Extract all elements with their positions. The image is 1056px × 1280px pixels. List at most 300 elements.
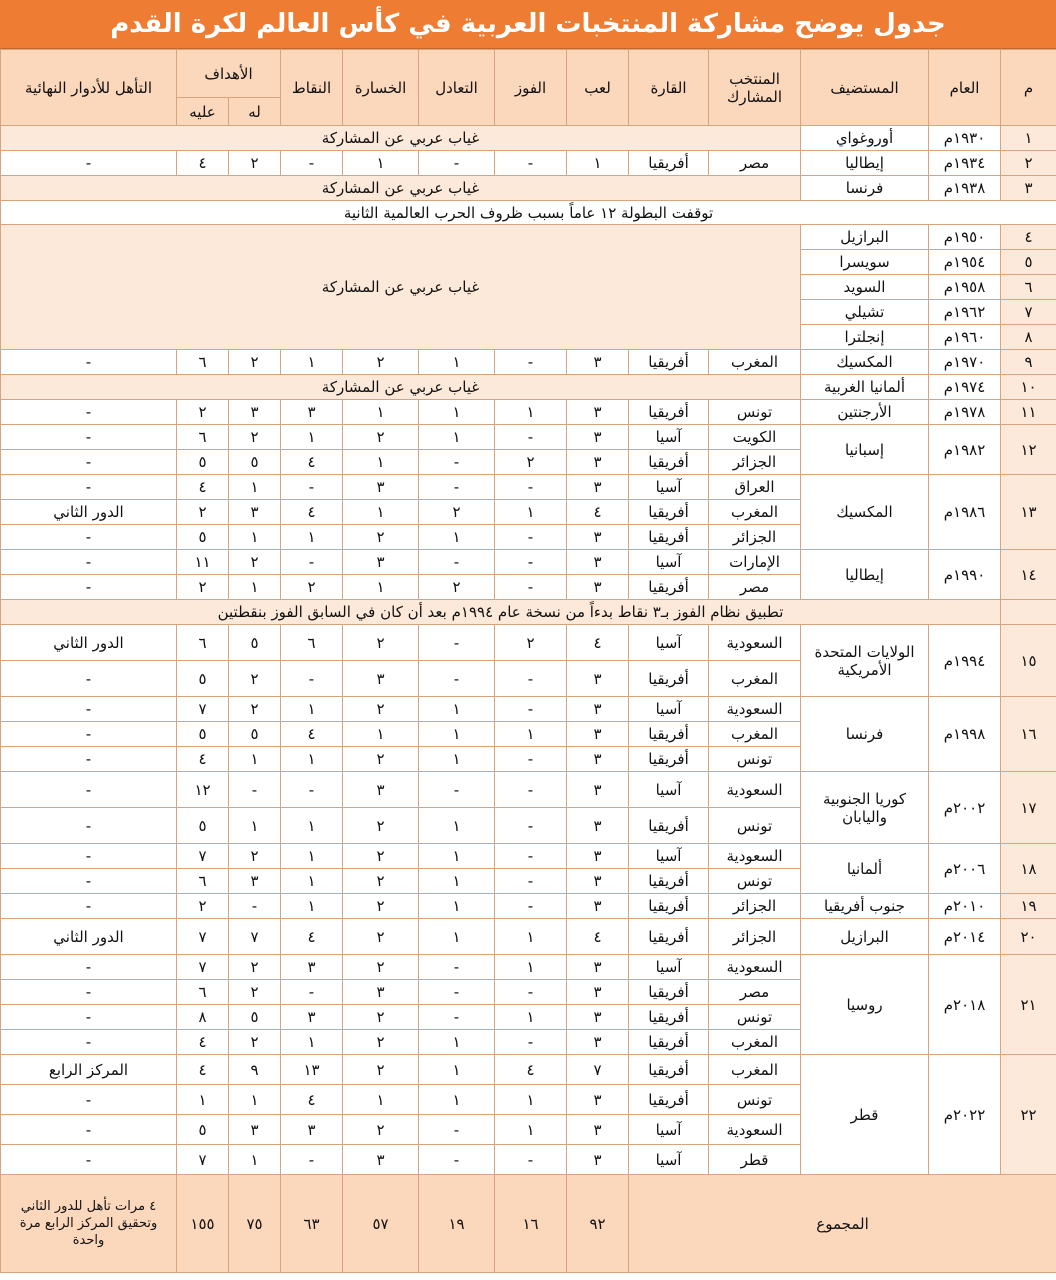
team-name: السعودية: [709, 844, 801, 869]
table-row: [1, 772, 1056, 808]
team-name: تونس: [709, 1005, 801, 1030]
team-lost: ٢: [343, 350, 419, 375]
team-played: ٣: [567, 722, 629, 747]
table-row: [1, 919, 1056, 955]
team-goals-for: ٣: [229, 500, 281, 525]
edition-year: ١٩٦٢م: [929, 300, 1001, 325]
edition-host: جنوب أفريقيا: [801, 894, 929, 919]
team-goals-against: ٥: [177, 1115, 229, 1145]
edition-number: ٦: [1001, 275, 1056, 300]
team-won: -: [495, 575, 567, 600]
team-qualified: المركز الرابع: [1, 1055, 177, 1085]
team-qualified: -: [1, 450, 177, 475]
edition-year: ١٩٣٤م: [929, 151, 1001, 176]
team-points: ٤: [281, 450, 343, 475]
team-lost: ٣: [343, 661, 419, 697]
team-qualified: -: [1, 697, 177, 722]
team-drawn: -: [419, 1145, 495, 1175]
team-lost: ٢: [343, 869, 419, 894]
team-lost: ٢: [343, 1115, 419, 1145]
team-qualified: -: [1, 894, 177, 919]
team-name: قطر: [709, 1145, 801, 1175]
team-continent: أفريقيا: [629, 1030, 709, 1055]
team-points: ٤: [281, 722, 343, 747]
edition-host: فرنسا: [801, 697, 929, 772]
team-drawn: ١: [419, 894, 495, 919]
team-continent: آسيا: [629, 1145, 709, 1175]
team-drawn: -: [419, 980, 495, 1005]
team-qualified: -: [1, 955, 177, 980]
edition-host: سويسرا: [801, 250, 929, 275]
team-drawn: -: [419, 955, 495, 980]
team-points: ١: [281, 425, 343, 450]
team-qualified: -: [1, 1145, 177, 1175]
team-continent: أفريقيا: [629, 450, 709, 475]
team-won: -: [495, 747, 567, 772]
team-played: ٣: [567, 450, 629, 475]
header-goals: الأهداف: [177, 50, 281, 98]
team-points: ١: [281, 894, 343, 919]
team-goals-against: ٤: [177, 475, 229, 500]
team-name: تونس: [709, 869, 801, 894]
team-goals-for: ١: [229, 575, 281, 600]
header-played: لعب: [567, 50, 629, 126]
team-drawn: ١: [419, 844, 495, 869]
team-name: السعودية: [709, 697, 801, 722]
header-year: العام: [929, 50, 1001, 126]
team-continent: أفريقيا: [629, 919, 709, 955]
edition-year: ١٩٨٢م: [929, 425, 1001, 475]
team-played: ٤: [567, 919, 629, 955]
team-goals-against: ٨: [177, 1005, 229, 1030]
team-name: المغرب: [709, 1030, 801, 1055]
team-won: -: [495, 980, 567, 1005]
totals-label: المجموع: [629, 1175, 1056, 1273]
team-won: ١: [495, 1115, 567, 1145]
team-continent: أفريقيا: [629, 1055, 709, 1085]
team-goals-against: ٦: [177, 869, 229, 894]
team-drawn: ١: [419, 919, 495, 955]
edition-number: ٥: [1001, 250, 1056, 275]
team-name: المغرب: [709, 661, 801, 697]
team-continent: أفريقيا: [629, 808, 709, 844]
header-continent: القارة: [629, 50, 709, 126]
table-row: [1, 350, 1056, 375]
team-goals-for: -: [229, 772, 281, 808]
edition-host: الولايات المتحدة الأمريكية: [801, 625, 929, 697]
team-continent: أفريقيا: [629, 575, 709, 600]
team-lost: ١: [343, 500, 419, 525]
absence-note: غياب عربي عن المشاركة: [1, 225, 801, 350]
team-goals-against: ٤: [177, 151, 229, 176]
team-goals-for: ٢: [229, 151, 281, 176]
team-continent: أفريقيا: [629, 747, 709, 772]
team-won: -: [495, 525, 567, 550]
team-played: ٣: [567, 869, 629, 894]
team-continent: آسيا: [629, 425, 709, 450]
team-name: السعودية: [709, 772, 801, 808]
team-drawn: -: [419, 450, 495, 475]
table-row: [1, 697, 1056, 722]
team-goals-against: ١١: [177, 550, 229, 575]
team-name: العراق: [709, 475, 801, 500]
edition-year: ١٩٣٨م: [929, 176, 1001, 201]
team-goals-against: ٧: [177, 955, 229, 980]
edition-number: ١٨: [1001, 844, 1056, 894]
edition-host: إيطاليا: [801, 550, 929, 600]
team-points: -: [281, 661, 343, 697]
edition-host: إسبانيا: [801, 425, 929, 475]
edition-host: البرازيل: [801, 225, 929, 250]
edition-host: فرنسا: [801, 176, 929, 201]
table-row: [1, 425, 1056, 450]
team-qualified: -: [1, 1030, 177, 1055]
edition-number: ٢٠: [1001, 919, 1056, 955]
team-played: ٣: [567, 1030, 629, 1055]
team-goals-against: ٦: [177, 980, 229, 1005]
edition-host: قطر: [801, 1055, 929, 1175]
table-row: [1, 475, 1056, 500]
team-won: -: [495, 1030, 567, 1055]
team-points: -: [281, 475, 343, 500]
team-goals-for: ٥: [229, 722, 281, 747]
team-goals-for: ١: [229, 525, 281, 550]
edition-number: ٤: [1001, 225, 1056, 250]
team-goals-for: ١: [229, 475, 281, 500]
team-lost: ٢: [343, 1030, 419, 1055]
edition-number: ١: [1001, 126, 1056, 151]
team-name: الجزائر: [709, 919, 801, 955]
war-break-note: توقفت البطولة ١٢ عاماً بسبب ظروف الحرب العالمية الثانية: [1, 201, 1056, 225]
team-qualified: -: [1, 1115, 177, 1145]
edition-number: ١٤: [1001, 550, 1056, 600]
team-goals-for: ٥: [229, 450, 281, 475]
team-goals-for: ٢: [229, 1030, 281, 1055]
team-continent: أفريقيا: [629, 1005, 709, 1030]
team-played: ٣: [567, 1085, 629, 1115]
team-won: -: [495, 869, 567, 894]
team-lost: ١: [343, 450, 419, 475]
team-points: -: [281, 550, 343, 575]
team-lost: ٣: [343, 980, 419, 1005]
team-continent: أفريقيا: [629, 661, 709, 697]
team-lost: ٢: [343, 894, 419, 919]
team-lost: ١: [343, 151, 419, 176]
team-continent: أفريقيا: [629, 525, 709, 550]
edition-host: أوروغواي: [801, 126, 929, 151]
team-name: تونس: [709, 1085, 801, 1115]
table-row: [1, 151, 1056, 176]
team-lost: ١: [343, 575, 419, 600]
edition-number: ٢٢: [1001, 1055, 1056, 1175]
edition-host: تشيلي: [801, 300, 929, 325]
edition-host: إيطاليا: [801, 151, 929, 176]
team-goals-for: ٢: [229, 350, 281, 375]
team-drawn: ١: [419, 1055, 495, 1085]
header-m: م: [1001, 50, 1056, 126]
team-goals-against: ٤: [177, 1055, 229, 1085]
team-goals-for: -: [229, 894, 281, 919]
team-drawn: ٢: [419, 500, 495, 525]
team-name: السعودية: [709, 955, 801, 980]
edition-year: ٢٠١٤م: [929, 919, 1001, 955]
edition-year: ١٩٦٠م: [929, 325, 1001, 350]
table-row: [1, 1055, 1056, 1085]
edition-year: ١٩٥٠م: [929, 225, 1001, 250]
team-lost: ٢: [343, 1005, 419, 1030]
table-row: [1, 201, 1056, 225]
team-won: ١: [495, 919, 567, 955]
header-drawn: التعادل: [419, 50, 495, 126]
edition-number: ٢: [1001, 151, 1056, 176]
edition-host: المكسيك: [801, 475, 929, 550]
edition-host: ألمانيا الغربية: [801, 375, 929, 400]
team-points: ١: [281, 808, 343, 844]
team-drawn: ١: [419, 425, 495, 450]
team-goals-for: ٢: [229, 980, 281, 1005]
team-won: ١: [495, 500, 567, 525]
team-points: ١٣: [281, 1055, 343, 1085]
team-drawn: -: [419, 661, 495, 697]
team-drawn: -: [419, 772, 495, 808]
team-goals-for: ١: [229, 747, 281, 772]
team-qualified: -: [1, 575, 177, 600]
edition-year: ١٩٩٤م: [929, 625, 1001, 697]
team-continent: أفريقيا: [629, 869, 709, 894]
team-goals-for: ٢: [229, 661, 281, 697]
team-played: ٣: [567, 1005, 629, 1030]
team-played: ٣: [567, 894, 629, 919]
team-lost: ٢: [343, 808, 419, 844]
team-points: ٢: [281, 575, 343, 600]
edition-year: ١٩٥٨م: [929, 275, 1001, 300]
team-drawn: ٢: [419, 575, 495, 600]
team-won: ١: [495, 1085, 567, 1115]
table-row: [1, 844, 1056, 869]
edition-year: ١٩٣٠م: [929, 126, 1001, 151]
team-lost: ١: [343, 1085, 419, 1115]
team-goals-for: ٩: [229, 1055, 281, 1085]
team-goals-against: ٤: [177, 747, 229, 772]
total-goals-against: ١٥٥: [177, 1175, 229, 1273]
team-name: تونس: [709, 808, 801, 844]
team-won: -: [495, 697, 567, 722]
total-qualified: ٤ مرات تأهل للدور الثاني وتحقيق المركز الرابع مرة واحدة: [1, 1175, 177, 1273]
absence-note: غياب عربي عن المشاركة: [1, 375, 801, 400]
team-goals-against: ٥: [177, 525, 229, 550]
team-qualified: -: [1, 980, 177, 1005]
edition-number: ٢١: [1001, 955, 1056, 1055]
team-points: ٤: [281, 919, 343, 955]
edition-year: ١٩٩٨م: [929, 697, 1001, 772]
table-row: [1, 126, 1056, 151]
team-won: -: [495, 550, 567, 575]
header-points: النقاط: [281, 50, 343, 126]
team-continent: آسيا: [629, 475, 709, 500]
team-played: ٣: [567, 747, 629, 772]
absence-note: غياب عربي عن المشاركة: [1, 126, 801, 151]
team-goals-for: ١: [229, 808, 281, 844]
team-qualified: -: [1, 151, 177, 176]
team-lost: ٢: [343, 747, 419, 772]
team-goals-against: ٧: [177, 697, 229, 722]
team-drawn: ١: [419, 1030, 495, 1055]
team-goals-against: ٢: [177, 500, 229, 525]
team-points: -: [281, 1145, 343, 1175]
team-won: -: [495, 475, 567, 500]
team-played: ٣: [567, 400, 629, 425]
team-goals-for: ٢: [229, 955, 281, 980]
team-lost: ٢: [343, 844, 419, 869]
edition-number: ١٣: [1001, 475, 1056, 550]
edition-year: ٢٠١٠م: [929, 894, 1001, 919]
team-goals-against: ١: [177, 1085, 229, 1115]
team-name: الجزائر: [709, 894, 801, 919]
team-played: ٣: [567, 1145, 629, 1175]
table-row: [1, 894, 1056, 919]
team-qualified: الدور الثاني: [1, 919, 177, 955]
header-goals-against: عليه: [177, 98, 229, 126]
table-row: [1, 225, 1056, 250]
team-played: ٤: [567, 500, 629, 525]
team-played: ٣: [567, 697, 629, 722]
team-name: تونس: [709, 747, 801, 772]
team-qualified: -: [1, 550, 177, 575]
team-lost: ٢: [343, 697, 419, 722]
edition-host: المكسيك: [801, 350, 929, 375]
total-lost: ٥٧: [343, 1175, 419, 1273]
team-goals-against: ٥: [177, 450, 229, 475]
edition-year: ١٩٧٤م: [929, 375, 1001, 400]
team-goals-against: ٦: [177, 350, 229, 375]
team-qualified: الدور الثاني: [1, 500, 177, 525]
header-lost: الخسارة: [343, 50, 419, 126]
team-played: ٣: [567, 772, 629, 808]
team-lost: ١: [343, 722, 419, 747]
team-goals-against: ٥: [177, 661, 229, 697]
edition-number: ٧: [1001, 300, 1056, 325]
team-qualified: -: [1, 722, 177, 747]
team-played: ١: [567, 151, 629, 176]
header-team: المنتخب المشارك: [709, 50, 801, 126]
edition-year: ١٩٧٨م: [929, 400, 1001, 425]
team-qualified: -: [1, 425, 177, 450]
team-points: ١: [281, 844, 343, 869]
team-points: ٦: [281, 625, 343, 661]
team-goals-for: ٥: [229, 1005, 281, 1030]
team-lost: ٣: [343, 1145, 419, 1175]
team-points: -: [281, 151, 343, 176]
team-qualified: -: [1, 400, 177, 425]
team-lost: ٢: [343, 1055, 419, 1085]
team-drawn: ١: [419, 722, 495, 747]
team-played: ٣: [567, 1115, 629, 1145]
team-lost: ٢: [343, 919, 419, 955]
team-drawn: -: [419, 550, 495, 575]
total-played: ٩٢: [567, 1175, 629, 1273]
team-goals-against: ٥: [177, 722, 229, 747]
edition-number: ٣: [1001, 176, 1056, 201]
absence-note: غياب عربي عن المشاركة: [1, 176, 801, 201]
team-continent: آسيا: [629, 844, 709, 869]
team-continent: أفريقيا: [629, 350, 709, 375]
header-goals-for: له: [229, 98, 281, 126]
team-continent: أفريقيا: [629, 500, 709, 525]
team-continent: أفريقيا: [629, 722, 709, 747]
team-played: ٣: [567, 844, 629, 869]
team-drawn: ١: [419, 808, 495, 844]
team-won: -: [495, 808, 567, 844]
team-drawn: ١: [419, 350, 495, 375]
team-drawn: -: [419, 475, 495, 500]
team-lost: ٢: [343, 425, 419, 450]
team-goals-against: ٦: [177, 425, 229, 450]
team-won: ١: [495, 722, 567, 747]
team-goals-against: ٧: [177, 919, 229, 955]
header-qualified: التأهل للأدوار النهائية: [1, 50, 177, 126]
team-continent: آسيا: [629, 550, 709, 575]
team-played: ٣: [567, 575, 629, 600]
edition-number: ١٥: [1001, 625, 1056, 697]
team-points: ١: [281, 525, 343, 550]
team-drawn: -: [419, 625, 495, 661]
team-drawn: -: [419, 1115, 495, 1145]
team-points: ٣: [281, 1115, 343, 1145]
team-name: تونس: [709, 400, 801, 425]
team-goals-against: ٢: [177, 894, 229, 919]
team-won: -: [495, 1145, 567, 1175]
team-qualified: -: [1, 808, 177, 844]
edition-host: السويد: [801, 275, 929, 300]
team-qualified: -: [1, 869, 177, 894]
team-qualified: -: [1, 661, 177, 697]
team-played: ٣: [567, 550, 629, 575]
team-played: ٣: [567, 980, 629, 1005]
team-points: ١: [281, 350, 343, 375]
team-qualified: الدور الثاني: [1, 625, 177, 661]
team-lost: ٢: [343, 955, 419, 980]
team-won: ١: [495, 400, 567, 425]
total-points: ٦٣: [281, 1175, 343, 1273]
team-played: ٣: [567, 425, 629, 450]
team-won: -: [495, 772, 567, 808]
team-won: -: [495, 894, 567, 919]
team-won: -: [495, 151, 567, 176]
team-continent: أفريقيا: [629, 1085, 709, 1115]
edition-host: إنجلترا: [801, 325, 929, 350]
team-lost: ٢: [343, 625, 419, 661]
team-goals-against: ٦: [177, 625, 229, 661]
team-name: السعودية: [709, 1115, 801, 1145]
team-won: ٢: [495, 625, 567, 661]
team-goals-for: ٢: [229, 697, 281, 722]
edition-year: ٢٠٠٢م: [929, 772, 1001, 844]
team-continent: آسيا: [629, 955, 709, 980]
team-continent: آسيا: [629, 697, 709, 722]
totals-row: [1, 1175, 1056, 1273]
edition-year: ٢٠٠٦م: [929, 844, 1001, 894]
team-qualified: -: [1, 525, 177, 550]
total-goals-for: ٧٥: [229, 1175, 281, 1273]
team-name: المغرب: [709, 722, 801, 747]
team-name: المغرب: [709, 500, 801, 525]
team-name: الجزائر: [709, 450, 801, 475]
edition-year: ١٩٥٤م: [929, 250, 1001, 275]
team-lost: ٣: [343, 550, 419, 575]
team-name: الكويت: [709, 425, 801, 450]
edition-number: ١٠: [1001, 375, 1056, 400]
team-name: مصر: [709, 575, 801, 600]
